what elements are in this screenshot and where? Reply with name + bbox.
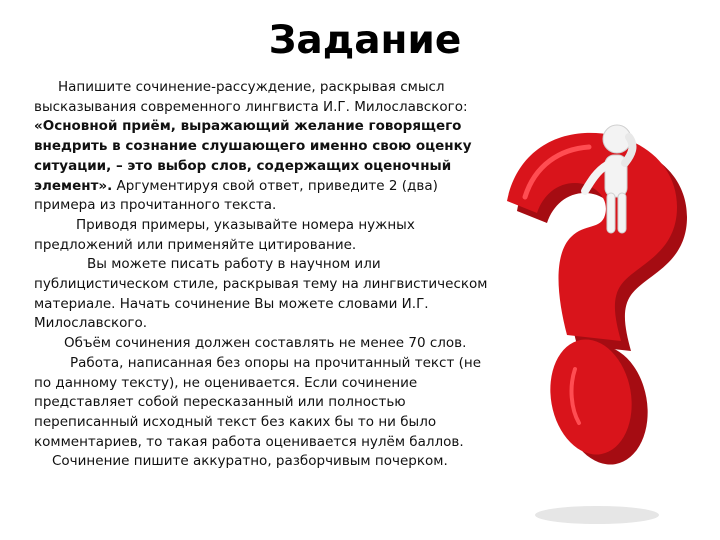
paragraph-volume: Объём сочинения должен составлять не менее 70 слов.: [64, 335, 467, 352]
paragraph-task: [34, 78, 490, 216]
paragraph-evaluation: Работа, написанная без опоры на прочитанный текст (не по данному тексту), не оценивается. Если сочинение представляет собой пересказанный или полностью переписанный исходный текст без каких бы то ни было комментариев, то такая работа оценивается нулём баллов.: [34, 354, 482, 450]
paragraph-handwriting: Сочинение пишите аккуратно, разборчивым почерком.: [52, 453, 448, 470]
task-rest: Аргументируя свой ответ, приведите 2 (два) примера из прочитанного текста.: [34, 177, 438, 214]
page-title: Задание: [268, 18, 462, 63]
paragraph-examples: Приводя примеры, указывайте номера нужных предложений или применяйте цитирование.: [34, 216, 415, 253]
quote-text: «Основной приём, выражающий желание говорящего внедрить в сознание слушающего именно свою оценку ситуации, – это выбор слов, содержащих оценочный элемент».: [34, 118, 472, 194]
task-text: [34, 78, 490, 472]
paragraph-style: Вы можете писать работу в научном или публицистическом стиле, раскрывая тему на лингвистическом материале. Начать сочинение Вы можете словами И.Г. Милославского.: [34, 256, 488, 332]
task-intro: Напишите сочинение-рассуждение, раскрывая смысл высказывания современного лингвиста И.Г. Милославского:: [34, 79, 468, 115]
question-mark-with-figure-icon: [505, 105, 715, 535]
